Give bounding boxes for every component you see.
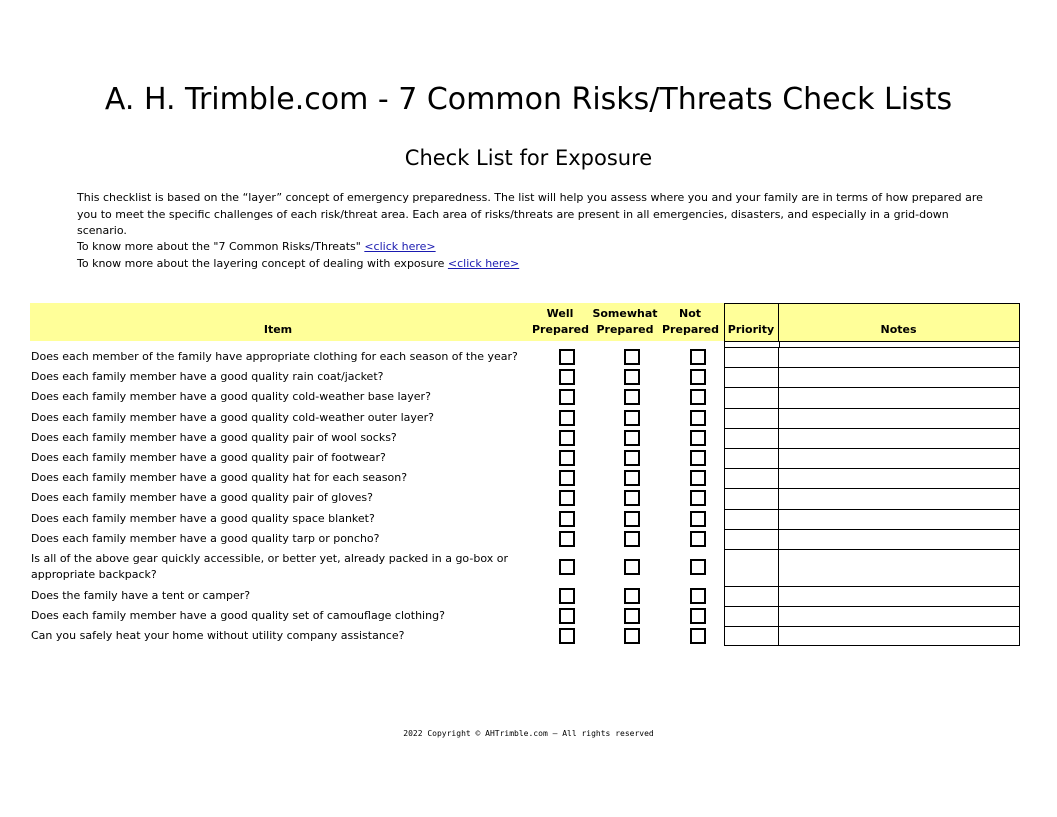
risks-link-line (77, 239, 987, 256)
notes-cell[interactable] (778, 387, 1020, 407)
well-prepared-checkbox[interactable] (559, 628, 575, 644)
table-row (30, 428, 1019, 448)
table-row (30, 468, 1019, 488)
table-row (30, 509, 1019, 529)
not-prepared-checkbox[interactable] (690, 430, 706, 446)
not-prepared-checkbox[interactable] (690, 349, 706, 365)
well-prepared-checkbox[interactable] (559, 559, 575, 575)
somewhat-prepared-checkbox[interactable] (624, 511, 640, 527)
somewhat-prepared-checkbox[interactable] (624, 628, 640, 644)
layering-link-text: To know more about the layering concept of dealing with exposure (77, 256, 448, 270)
layering-click-here-link[interactable]: <click here> (447, 256, 520, 270)
priority-cell[interactable] (724, 448, 779, 468)
priority-cell[interactable] (724, 549, 779, 586)
well-prepared-checkbox[interactable] (559, 608, 575, 624)
risks-click-here-link[interactable]: <click here> (364, 240, 436, 253)
question-text: Does each family member have a good quality pair of wool socks? (31, 430, 397, 444)
question-text: Does each family member have a good quality set of camouflage clothing? (31, 609, 445, 623)
not-prepared-checkbox[interactable] (690, 588, 706, 604)
notes-cell[interactable] (778, 509, 1020, 529)
question-text: Is all of the above gear quickly accessible, or better yet, already packed in a go-box or appropriate backpack? (31, 552, 508, 582)
priority-cell[interactable] (724, 347, 779, 367)
notes-cell[interactable] (778, 347, 1020, 367)
header-priority: Priority (727, 323, 775, 336)
well-prepared-checkbox[interactable] (559, 450, 575, 466)
somewhat-prepared-checkbox[interactable] (624, 349, 640, 365)
not-prepared-checkbox[interactable] (690, 559, 706, 575)
header-item: Item (263, 323, 293, 336)
question-text: Does each family member have a good quality cold-weather outer layer? (31, 410, 435, 424)
header-not-prepared (662, 306, 718, 338)
question-text: Does each family member have a good quality space blanket? (31, 511, 375, 525)
well-prepared-checkbox[interactable] (559, 389, 575, 405)
somewhat-prepared-checkbox[interactable] (624, 369, 640, 385)
well-prepared-checkbox[interactable] (559, 369, 575, 385)
not-prepared-checkbox[interactable] (690, 531, 706, 547)
priority-cell[interactable] (724, 586, 779, 606)
question-text: Does each family member have a good quality pair of gloves? (31, 491, 373, 505)
header-somewhat-line1: Somewhat (592, 307, 658, 320)
question-text: Does each family member have a good quality pair of footwear? (31, 451, 386, 465)
well-prepared-checkbox[interactable] (559, 430, 575, 446)
table-row (30, 488, 1019, 508)
well-prepared-checkbox[interactable] (559, 531, 575, 547)
not-prepared-checkbox[interactable] (690, 389, 706, 405)
not-prepared-checkbox[interactable] (690, 511, 706, 527)
somewhat-prepared-checkbox[interactable] (624, 490, 640, 506)
well-prepared-checkbox[interactable] (559, 588, 575, 604)
header-somewhat-prepared (592, 306, 658, 338)
table-row (30, 586, 1019, 606)
layering-link-line (77, 256, 987, 273)
priority-cell[interactable] (724, 626, 779, 646)
somewhat-prepared-checkbox[interactable] (624, 450, 640, 466)
table-row (30, 387, 1019, 407)
table-row (30, 448, 1019, 468)
not-prepared-checkbox[interactable] (690, 470, 706, 486)
copyright-footer: 2022 Copyright © AHTrimble.com – All rights reserved (403, 729, 654, 738)
question-text: Does the family have a tent or camper? (31, 588, 251, 602)
question-text: Does each family member have a good quality hat for each season? (31, 471, 408, 485)
notes-cell[interactable] (778, 626, 1020, 646)
not-prepared-checkbox[interactable] (690, 490, 706, 506)
notes-cell[interactable] (778, 488, 1020, 508)
page-subtitle: Check List for Exposure (404, 146, 653, 170)
somewhat-prepared-checkbox[interactable] (624, 410, 640, 426)
well-prepared-checkbox[interactable] (559, 490, 575, 506)
not-prepared-checkbox[interactable] (690, 628, 706, 644)
intro-paragraph: This checklist is based on the “layer” concept of emergency preparedness. The list will help you assess where you and your family are in terms of how prepared are you to meet the specific challenges of each risk/threat area. Each area of risks/threats are present in all emergencies, disasters, and especially in a grid-down scenario. (77, 191, 983, 237)
priority-cell[interactable] (724, 468, 779, 488)
well-prepared-checkbox[interactable] (559, 349, 575, 365)
table-row (30, 367, 1019, 387)
priority-cell[interactable] (724, 606, 779, 626)
not-prepared-checkbox[interactable] (690, 369, 706, 385)
notes-cell[interactable] (778, 586, 1020, 606)
notes-cell[interactable] (778, 529, 1020, 549)
priority-cell[interactable] (724, 488, 779, 508)
priority-cell[interactable] (724, 509, 779, 529)
not-prepared-checkbox[interactable] (690, 608, 706, 624)
question-text: Does each family member have a good quality rain coat/jacket? (31, 370, 384, 384)
header-well-line1: Well (546, 307, 574, 320)
well-prepared-checkbox[interactable] (559, 511, 575, 527)
priority-cell[interactable] (724, 428, 779, 448)
table-row (30, 347, 1019, 367)
table-row (30, 408, 1019, 428)
page-title: A. H. Trimble.com - 7 Common Risks/Threats Check Lists (104, 82, 953, 117)
header-not-line2: Prepared (662, 323, 720, 336)
reference-links (77, 239, 987, 272)
question-text: Does each family member have a good quality cold-weather base layer? (31, 390, 431, 404)
table-row (30, 626, 1019, 646)
priority-cell[interactable] (724, 408, 779, 428)
not-prepared-checkbox[interactable] (690, 410, 706, 426)
somewhat-prepared-checkbox[interactable] (624, 389, 640, 405)
table-row (30, 529, 1019, 549)
notes-cell[interactable] (778, 428, 1020, 448)
header-notes: Notes (880, 323, 917, 336)
notes-cell[interactable] (778, 367, 1020, 387)
table-body (30, 347, 1019, 646)
somewhat-prepared-checkbox[interactable] (624, 559, 640, 575)
somewhat-prepared-checkbox[interactable] (624, 608, 640, 624)
somewhat-prepared-checkbox[interactable] (624, 470, 640, 486)
header-well-prepared (532, 306, 588, 338)
checklist-table (30, 303, 1019, 646)
question-text: Can you safely heat your home without utility company assistance? (31, 629, 405, 643)
somewhat-prepared-checkbox[interactable] (624, 430, 640, 446)
notes-cell[interactable] (778, 408, 1020, 428)
priority-cell[interactable] (724, 387, 779, 407)
risks-link-text: To know more about the "7 Common Risks/Threats" (77, 240, 365, 253)
header-well-line2: Prepared (532, 323, 590, 336)
somewhat-prepared-checkbox[interactable] (624, 531, 640, 547)
question-text: Does each family member have a good quality tarp or poncho? (31, 531, 380, 545)
table-header (30, 303, 1019, 341)
notes-cell[interactable] (778, 468, 1020, 488)
question-text: Does each member of the family have appropriate clothing for each season of the year? (31, 350, 518, 364)
priority-cell[interactable] (724, 367, 779, 387)
table-row (30, 549, 1019, 586)
table-row (30, 606, 1019, 626)
notes-cell[interactable] (778, 606, 1020, 626)
header-somewhat-line2: Prepared (596, 323, 654, 336)
notes-cell[interactable] (778, 549, 1020, 586)
well-prepared-checkbox[interactable] (559, 410, 575, 426)
priority-cell[interactable] (724, 529, 779, 549)
somewhat-prepared-checkbox[interactable] (624, 588, 640, 604)
not-prepared-checkbox[interactable] (690, 450, 706, 466)
notes-cell[interactable] (778, 448, 1020, 468)
header-not-line1: Not (678, 307, 702, 320)
well-prepared-checkbox[interactable] (559, 470, 575, 486)
